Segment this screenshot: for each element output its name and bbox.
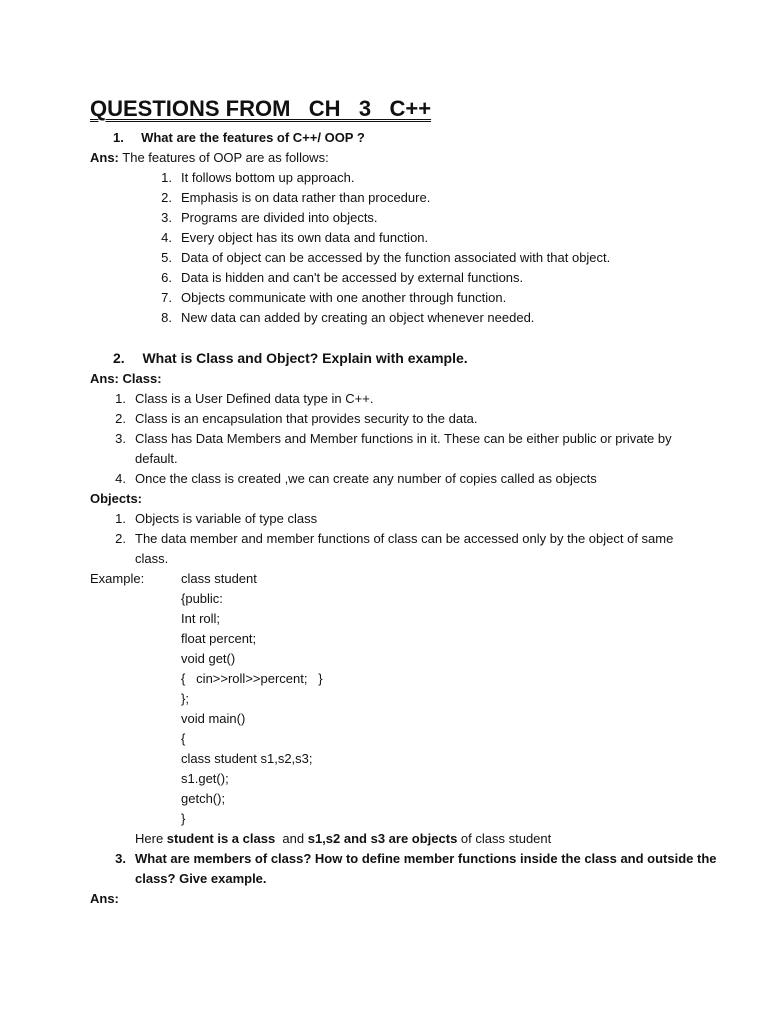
- answer-1-intro: [90, 148, 329, 168]
- list-item: [158, 308, 534, 328]
- answer-3-label: Ans:: [90, 891, 119, 906]
- list-item-number: 2.: [115, 411, 126, 426]
- code-line: };: [181, 691, 189, 706]
- list-item: [112, 429, 672, 449]
- code-line: void get(): [181, 651, 236, 666]
- list-item-text: Emphasis is on data rather than procedure.: [181, 190, 431, 205]
- code-line: class student s1,s2,s3;: [181, 751, 313, 766]
- list-item: [158, 288, 506, 308]
- code-line: s1.get();: [181, 771, 229, 786]
- code-line: class student: [181, 571, 257, 586]
- summary-text: of class student: [457, 831, 552, 846]
- list-item-number: 4.: [115, 471, 126, 486]
- list-item-text: Objects communicate with one another through function.: [181, 290, 507, 305]
- list-item-number: 2.: [161, 190, 172, 205]
- example-summary: [135, 829, 551, 849]
- list-item-text: Once the class is created ,we can create any number of copies called as objects: [135, 471, 597, 486]
- question-1-text: What are the features of C++/ OOP ?: [141, 130, 365, 145]
- answer-1-intro-text: The features of OOP are as follows:: [118, 150, 329, 165]
- list-item-text: It follows bottom up approach.: [181, 170, 355, 185]
- question-2-text: What is Class and Object? Explain with example.: [142, 350, 468, 366]
- code-line: }: [181, 811, 186, 826]
- question-1-number: 1.: [113, 130, 124, 145]
- list-item: [112, 529, 673, 549]
- question-3: [112, 849, 717, 869]
- summary-text: and: [275, 831, 308, 846]
- answer-1-label: Ans:: [90, 150, 119, 165]
- list-item-number: 1.: [115, 391, 126, 406]
- list-item: [158, 268, 523, 288]
- answer-2-class-label: Ans: Class:: [90, 371, 162, 386]
- list-item: [158, 248, 610, 268]
- summary-bold-objects: s1,s2 and s3 are objects: [307, 831, 458, 846]
- question-2: [113, 348, 468, 368]
- code-line: {: [181, 731, 186, 746]
- list-item-number: 5.: [161, 250, 172, 265]
- list-item-text: Class is a User Defined data type in C++.: [135, 391, 374, 406]
- list-item: [112, 389, 373, 409]
- list-item: [112, 509, 317, 529]
- page-title: QUESTIONS FROM CH 3 C++: [90, 96, 432, 121]
- question-3-continuation: class? Give example.: [135, 871, 267, 886]
- question-3-number: 3.: [115, 851, 126, 866]
- list-item-number: 6.: [161, 270, 172, 285]
- list-item-text: Data is hidden and can't be accessed by external functions.: [181, 270, 524, 285]
- list-item-text: Class is an encapsulation that provides security to the data.: [135, 411, 478, 426]
- code-line: void main(): [181, 711, 246, 726]
- list-item-text: New data can added by creating an object whenever needed.: [181, 310, 535, 325]
- code-line: float percent;: [181, 631, 257, 646]
- question-2-number: 2.: [113, 350, 125, 366]
- list-item-number: 4.: [161, 230, 172, 245]
- list-item-number: 8.: [161, 310, 172, 325]
- list-item-number: 7.: [161, 290, 172, 305]
- list-item-text: Class has Data Members and Member functions in it. These can be either public or private by: [135, 431, 672, 446]
- list-item-text: Objects is variable of type class: [135, 511, 318, 526]
- list-item-text: The data member and member functions of class can be accessed only by the object of same: [135, 531, 674, 546]
- code-line: Int roll;: [181, 611, 221, 626]
- list-item-number: 3.: [161, 210, 172, 225]
- list-item: [112, 409, 478, 429]
- list-item-number: 3.: [115, 431, 126, 446]
- list-item-text: Programs are divided into objects.: [181, 210, 378, 225]
- question-1: [113, 128, 365, 148]
- example-label: Example:: [90, 571, 145, 586]
- list-item: [112, 469, 597, 489]
- list-item: [158, 188, 430, 208]
- list-item-number: 1.: [115, 511, 126, 526]
- code-line: getch();: [181, 791, 226, 806]
- code-line: { cin>>roll>>percent; }: [181, 671, 323, 686]
- question-3-text: What are members of class? How to define member functions inside the class and outside the: [135, 851, 717, 866]
- list-item: [158, 228, 428, 248]
- code-line: {public:: [181, 591, 223, 606]
- list-item-number: 1.: [161, 170, 172, 185]
- list-item-continuation: default.: [135, 451, 178, 466]
- list-item-text: Every object has its own data and function.: [181, 230, 429, 245]
- summary-text: Here: [135, 831, 167, 846]
- list-item-continuation: class.: [135, 551, 169, 566]
- list-item: [158, 208, 378, 228]
- objects-label: Objects:: [90, 491, 143, 506]
- list-item-text: Data of object can be accessed by the function associated with that object.: [181, 250, 611, 265]
- list-item: [158, 168, 354, 188]
- summary-bold-class: student is a class: [166, 831, 276, 846]
- list-item-number: 2.: [115, 531, 126, 546]
